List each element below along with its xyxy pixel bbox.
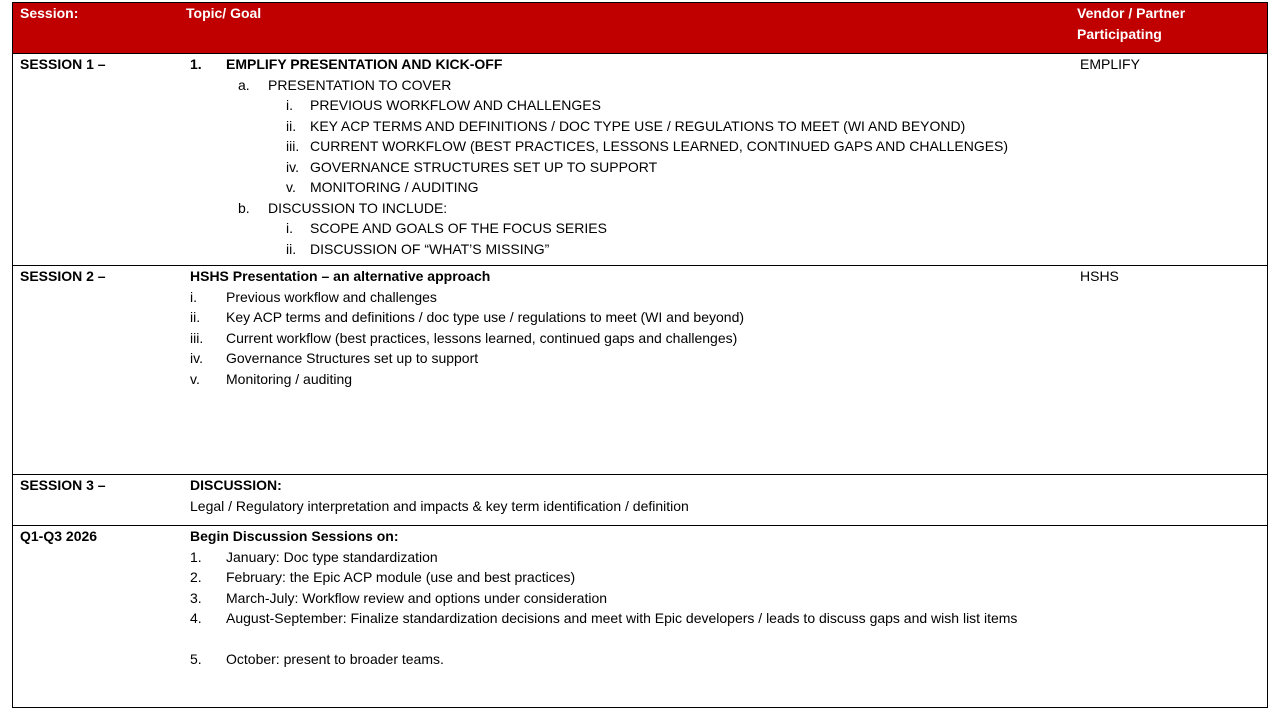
session-2-vendor: HSHS: [1080, 268, 1119, 284]
table-row-session-2: [13, 266, 1267, 475]
list-marker: 4.: [190, 610, 202, 626]
list-item-text: August-September: Finalize standardization decisions and meet with Epic developers / leads to discuss gaps and wish list items: [226, 610, 1018, 626]
list-marker: i.: [286, 97, 293, 113]
list-item: [190, 95, 1075, 116]
session-1-label: SESSION 1 –: [20, 56, 106, 72]
session-4-label: Q1-Q3 2026: [20, 528, 98, 544]
session-3-topic: [190, 475, 1075, 516]
list-marker: v.: [190, 370, 200, 387]
session-1-topic: [190, 54, 1075, 259]
session-1-title-line: [190, 54, 1075, 75]
header-vendor-line2: Participating: [1077, 25, 1162, 42]
list-marker: iv.: [286, 158, 299, 175]
session-1-title: EMPLIFY PRESENTATION AND KICK-OFF: [226, 56, 503, 72]
list-item: [190, 608, 1075, 649]
list-item: [190, 328, 1075, 349]
list-marker: ii.: [190, 309, 201, 325]
header-topic-goal: Topic/ Goal: [186, 5, 262, 21]
list-item-text: MONITORING / AUDITING: [310, 179, 479, 195]
session-1-item-a: [190, 75, 1075, 96]
table-row-session-1: [13, 54, 1267, 266]
session-1-vendor: EMPLIFY: [1080, 56, 1140, 72]
list-item: [190, 588, 1075, 609]
list-item-text: SCOPE AND GOALS OF THE FOCUS SERIES: [310, 220, 607, 236]
header-vendor-line1: Vendor / Partner: [1077, 5, 1186, 21]
table-header-row: [13, 3, 1267, 54]
list-item: [190, 157, 1075, 178]
list-marker: 2.: [190, 569, 202, 585]
list-marker: a.: [238, 76, 250, 93]
list-marker: ii.: [286, 117, 297, 134]
session-2-topic: [190, 266, 1075, 389]
list-marker: b.: [238, 199, 250, 216]
list-item-text: January: Doc type standardization: [226, 548, 438, 565]
list-item: [190, 218, 1075, 239]
list-marker: iii.: [286, 138, 300, 154]
list-item-text: Previous workflow and challenges: [226, 288, 437, 305]
list-marker: iii.: [190, 329, 204, 346]
list-item-text: PRESENTATION TO COVER: [268, 76, 452, 93]
list-item: [190, 547, 1075, 568]
list-item-text: PREVIOUS WORKFLOW AND CHALLENGES: [310, 97, 601, 113]
session-3-text: Legal / Regulatory interpretation and impacts & key term identification / definition: [190, 497, 689, 514]
list-item: [190, 369, 1075, 390]
list-item-text: GOVERNANCE STRUCTURES SET UP TO SUPPORT: [310, 158, 658, 175]
list-marker: 5.: [190, 651, 202, 667]
session-4-title-line: [190, 526, 1075, 547]
list-item-text: KEY ACP TERMS AND DEFINITIONS / DOC TYPE USE / REGULATIONS TO MEET (WI AND BEYOND): [310, 117, 966, 134]
table-row-session-3: [13, 475, 1267, 526]
header-session: Session:: [20, 5, 79, 21]
header-vendor-partner: [1077, 3, 1185, 44]
list-marker: i.: [286, 220, 293, 236]
list-marker: 1.: [190, 548, 202, 565]
list-item-text: Key ACP terms and definitions / doc type use / regulations to meet (WI and beyond): [226, 309, 745, 325]
session-table: [12, 2, 1268, 708]
list-item: [190, 116, 1075, 137]
session-2-label: SESSION 2 –: [20, 268, 106, 284]
list-item: [190, 136, 1075, 157]
session-2-title-line: [190, 266, 1075, 287]
session-3-label: SESSION 3 –: [20, 477, 106, 493]
session-4-topic: [190, 526, 1075, 670]
list-item: [190, 649, 1075, 670]
table-row-q1-q3-2026: [13, 526, 1267, 707]
session-3-title-line: [190, 475, 1075, 496]
list-marker: v.: [286, 179, 296, 195]
list-item-text: CURRENT WORKFLOW (BEST PRACTICES, LESSONS LEARNED, CONTINUED GAPS AND CHALLENGES): [310, 138, 1009, 154]
list-item: [190, 348, 1075, 369]
list-item-text: October: present to broader teams.: [226, 651, 444, 667]
list-item-text: DISCUSSION OF “WHAT’S MISSING”: [310, 240, 550, 257]
list-item: [190, 567, 1075, 588]
list-marker: 3.: [190, 589, 202, 606]
list-item: [190, 287, 1075, 308]
list-item: [190, 307, 1075, 328]
session-1-number: 1.: [190, 56, 202, 72]
list-item: [190, 177, 1075, 198]
list-item-text: March-July: Workflow review and options under consideration: [226, 589, 608, 606]
session-4-title: Begin Discussion Sessions on:: [190, 528, 399, 544]
session-1-item-b: [190, 198, 1075, 219]
list-item-text: DISCUSSION TO INCLUDE:: [268, 199, 448, 216]
list-item-text: Monitoring / auditing: [226, 370, 353, 387]
list-item: [190, 239, 1075, 260]
session-3-text-line: [190, 496, 1075, 517]
session-2-title: HSHS Presentation – an alternative approach: [190, 268, 491, 284]
list-marker: iv.: [190, 350, 203, 366]
list-item-text: Governance Structures set up to support: [226, 350, 479, 366]
list-item-text: February: the Epic ACP module (use and best practices): [226, 569, 576, 585]
list-marker: i.: [190, 288, 197, 305]
list-marker: ii.: [286, 240, 297, 257]
list-item-text: Current workflow (best practices, lessons learned, continued gaps and challenges): [226, 329, 738, 346]
session-3-title: DISCUSSION:: [190, 477, 282, 493]
